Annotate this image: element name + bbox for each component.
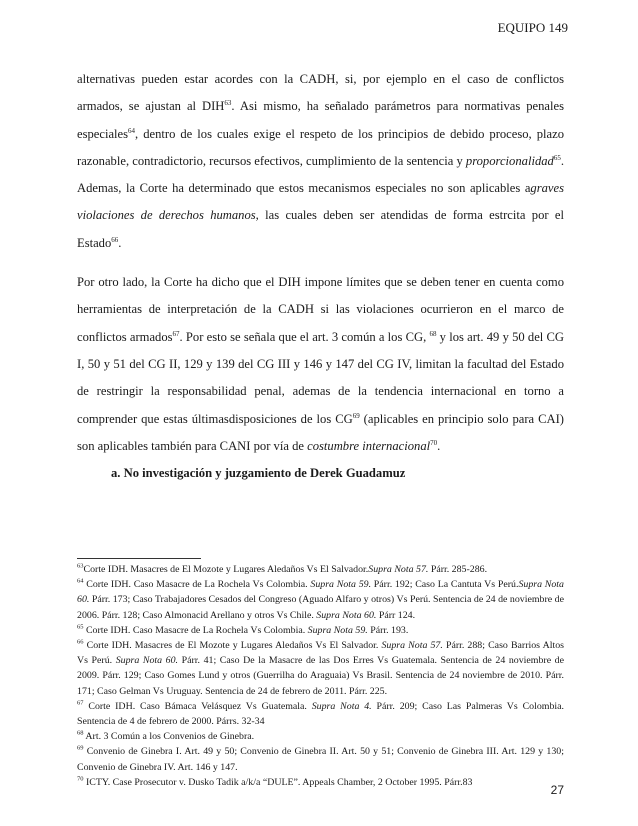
footnote-ref-63[interactable]: 63 xyxy=(224,99,232,108)
footnote-number: 65 xyxy=(77,623,84,631)
footnote-italic: Supra Nota 60. xyxy=(77,579,564,606)
footnote-ref-70[interactable]: 70 xyxy=(430,438,438,447)
footnote-italic: Supra Nota 59. xyxy=(307,624,368,636)
footnote-64 xyxy=(77,577,564,623)
footnote-number: 66 xyxy=(77,638,84,646)
text-run: alternativas pueden estar acordes con la CADH, si, por ejemplo en el caso de conflictos armados, se ajustan al DIH xyxy=(77,72,564,114)
text-run: Por otro lado, la Corte ha dicho que el DIH impone límites que se deben tener en cuenta como herramientas de interpretación de la CADH si las violaciones ocurrieron en el marco de conflictos armados xyxy=(77,275,564,344)
footnote-italic: Supra Nota 60. xyxy=(316,609,377,621)
footnote-text: ICTY. Case Prosecutor v. Dusko Tadik a/k/a “DULE”. Appeals Chamber, 2 October 1995. Párr.83 xyxy=(83,776,473,788)
footnote-text: Corte IDH. Masacres de El Mozote y Lugares Aledaños Vs El Salvador. xyxy=(83,640,382,652)
page-number: 27 xyxy=(550,783,564,797)
text-run: y los art. 49 y 50 del CG I, 50 y 51 del CG II, 129 y 139 del CG III y 146 y 147 del CG IV, limitan la facultad del Estado de restringir la responsabilidad penal, ademas de la tendencia internacional en torno a comprender que estas últimasdisposiciones de los CG xyxy=(77,329,564,426)
footnote-63 xyxy=(77,562,564,577)
text-run: , dentro de los cuales exige el respeto de los principios de debido proceso, plazo razonable, contradictorio, recursos efectivos, cumplimiento de la sentencia y xyxy=(77,126,564,168)
footnote-text: Corte IDH. Masacres de El Mozote y Lugares Aledaños Vs El Salvador. xyxy=(83,564,369,575)
footnote-text: Párr. 41; Caso De la Masacre de las Dos Erres Vs Guatemala. Sentencia de 24 noviembre de 2009. Párr. 129; Caso Gomes Lund y otros (Guerrilha do Araguaia) Vs Brasil. Sentencia de 24 noviembre de 2010. Párr. 171; Caso Gelman Vs Uruguay. Sentencia de 24 de febrero de 2011. Párr. 225. xyxy=(77,655,564,697)
paragraph-1 xyxy=(77,66,564,257)
footnote-ref-66[interactable]: 66 xyxy=(111,235,119,244)
footnote-66 xyxy=(77,638,564,699)
footnote-number: 69 xyxy=(77,745,84,753)
footnote-ref-69[interactable]: 69 xyxy=(352,411,360,420)
footnote-text: Párr. 193. xyxy=(367,624,409,636)
footnote-65 xyxy=(77,623,564,638)
main-text xyxy=(77,66,564,487)
page-header: EQUIPO 149 xyxy=(497,20,568,35)
text-run: las cuales deben ser atendidas de forma estrcita por el Estado xyxy=(77,208,564,250)
footnote-italic: Supra Nota 57. xyxy=(381,640,443,652)
footnote-ref-64[interactable]: 64 xyxy=(128,126,136,135)
footnote-text: Párr 124. xyxy=(376,609,416,621)
paragraph-2 xyxy=(77,269,564,460)
footnote-italic: Supra Nota 59. xyxy=(310,579,372,591)
footnote-text: Párr. 192; Caso La Cantuta Vs Perú. xyxy=(371,579,519,591)
section-heading: a. No investigación y juzgamiento de Derek Guadamuz xyxy=(111,466,406,481)
text-run: . Por esto se señala que el art. 3 común a los CG, xyxy=(179,329,430,344)
footnote-number: 63 xyxy=(77,562,84,570)
text-run: . Asi mismo, ha señalado parámetros para normativas penales especiales xyxy=(77,99,564,141)
footnote-70 xyxy=(77,775,564,790)
footnote-number: 70 xyxy=(77,775,84,783)
footnote-ref-65[interactable]: 65 xyxy=(553,153,561,162)
footnote-68 xyxy=(77,729,564,744)
footnote-text: Art. 3 Común a los Convenios de Ginebra. xyxy=(83,731,255,743)
footnotes xyxy=(77,562,564,790)
footnote-italic: Supra Nota 60. xyxy=(115,655,179,667)
text-run: . xyxy=(437,438,441,453)
footnote-text: Corte IDH. Caso Masacre de La Rochela Vs Colombia. xyxy=(83,624,308,636)
italic-term: proporcionalidad xyxy=(465,153,554,168)
footnote-number: 67 xyxy=(77,699,84,707)
footnote-text: Párr. 285-286. xyxy=(428,564,488,575)
footnote-ref-68[interactable]: 68 xyxy=(429,329,437,338)
footnote-number: 68 xyxy=(77,729,84,737)
footnote-ref-67[interactable]: 67 xyxy=(172,329,180,338)
text-run: (aplicables en principio solo para CAI) son aplicables también para CANI por vía de xyxy=(77,411,564,453)
footnote-number: 64 xyxy=(77,577,84,585)
italic-term: costumbre internacional xyxy=(307,438,431,453)
footnote-text: Párr. 173; Caso Trabajadores Cesados del Congreso (Aguado Alfaro y otros) Vs Perú. Sentencia de 24 de noviembre de 2006. Párr. 128; Caso Almonacid Arellano y otros Vs Chile. xyxy=(77,594,564,621)
footnote-italic: Supra Nota 57. xyxy=(368,564,429,575)
text-run: . Ademas, la Corte ha determinado que estos mecanismos especiales no son aplicables a xyxy=(77,153,564,196)
footnote-text: Corte IDH. Caso Bámaca Velásquez Vs Guatemala. xyxy=(83,700,312,712)
italic-term: graves violaciones de derechos humanos, xyxy=(77,181,564,223)
footnote-text: Párr. 288; Caso Barrios Altos Vs Perú. xyxy=(77,640,564,667)
footnote-text: Párr. 209; Caso Las Palmeras Vs Colombia. Sentencia de 4 de febrero de 2000. Párrs. 32-34 xyxy=(77,700,564,728)
footnote-italic: Supra Nota 4. xyxy=(311,700,372,712)
footnote-69 xyxy=(77,744,564,774)
text-run: . xyxy=(118,235,122,250)
footnote-67 xyxy=(77,699,564,729)
footnote-separator xyxy=(77,558,201,559)
footnote-text: Corte IDH. Caso Masacre de La Rochela Vs Colombia. xyxy=(83,579,311,591)
footnote-text: Convenio de Ginebra I. Art. 49 y 50; Convenio de Ginebra II. Art. 50 y 51; Convenio de Ginebra III. Art. 129 y 130; Convenio de Ginebra IV. Art. 146 y 147. xyxy=(77,746,564,773)
